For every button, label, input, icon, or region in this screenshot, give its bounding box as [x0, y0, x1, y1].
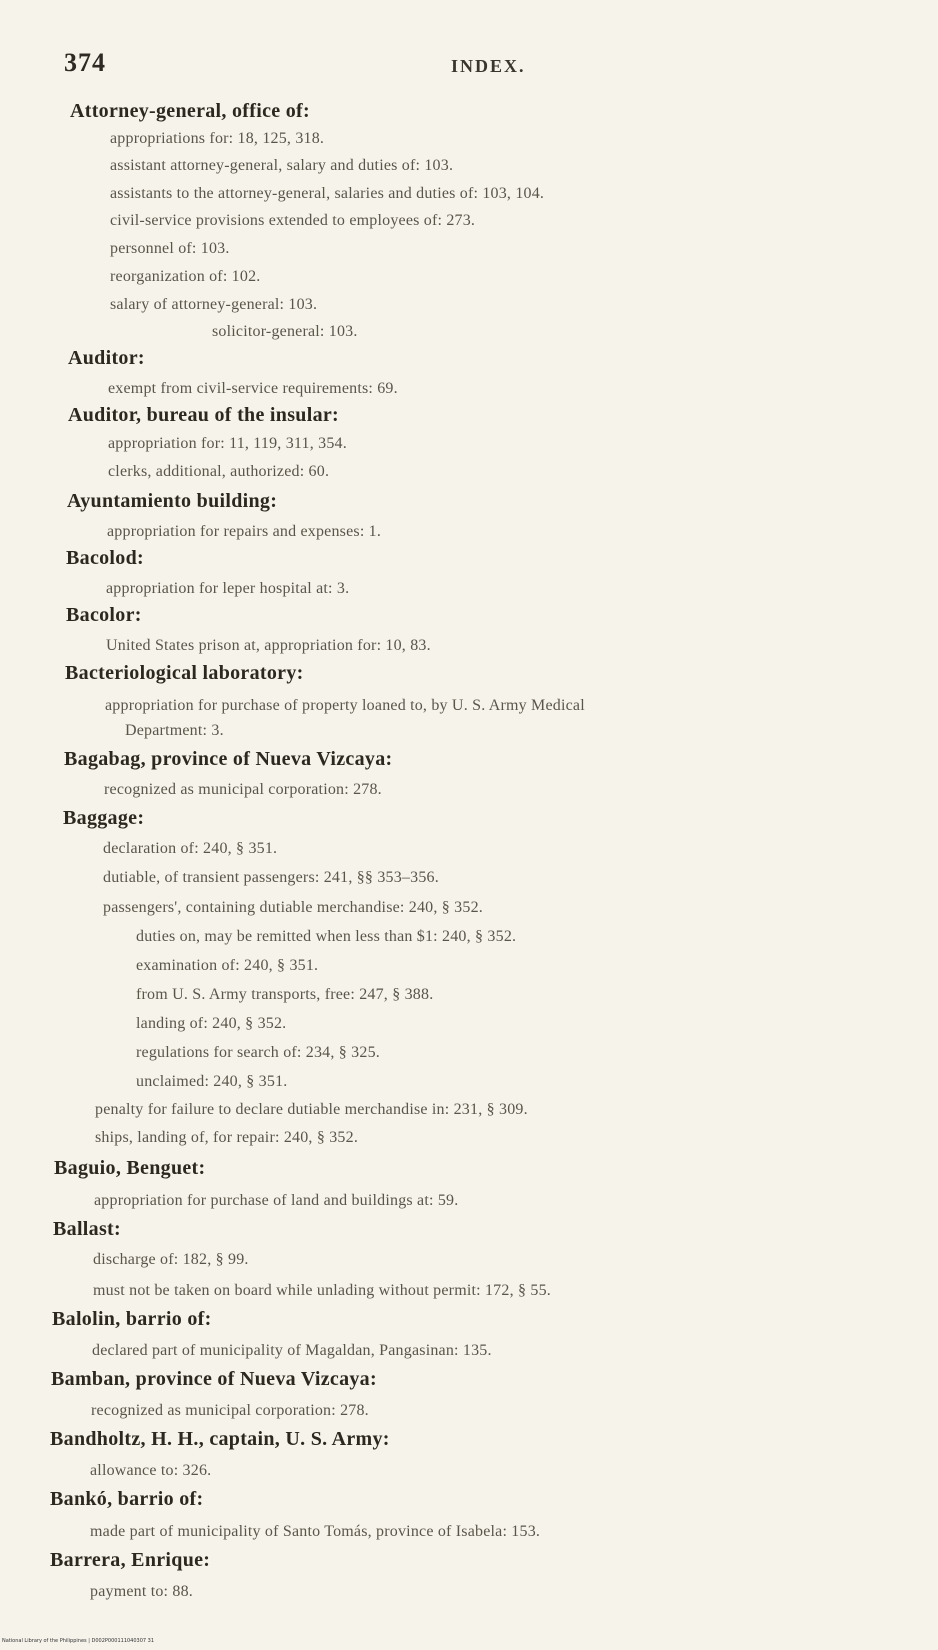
index-subentry: unclaimed: 240, § 351. [136, 1073, 288, 1090]
index-heading: Balolin, barrio of: [52, 1308, 212, 1330]
index-subentry: reorganization of: 102. [110, 268, 261, 285]
index-heading: Bacolor: [66, 604, 142, 626]
index-subentry: appropriation for purchase of land and buildings at: 59. [94, 1192, 459, 1209]
index-subentry: appropriation for leper hospital at: 3. [106, 580, 350, 597]
page-number: 374 [64, 48, 106, 77]
index-subentry: regulations for search of: 234, § 325. [136, 1044, 380, 1061]
index-heading: Bacolod: [66, 547, 144, 569]
index-subentry: appropriations for: 18, 125, 318. [110, 130, 325, 147]
index-subentry: declared part of municipality of Magaldan, Pangasinan: 135. [92, 1342, 492, 1359]
index-heading: Attorney-general, office of: [70, 100, 310, 122]
index-heading: Bandholtz, H. H., captain, U. S. Army: [50, 1428, 390, 1450]
index-heading: Baggage: [63, 807, 145, 829]
index-subentry: exempt from civil-service requirements: 69. [108, 380, 398, 397]
index-heading: Ayuntamiento building: [67, 490, 278, 512]
index-subentry: appropriation for: 11, 119, 311, 354. [108, 435, 347, 452]
index-subentry: recognized as municipal corporation: 278. [91, 1402, 369, 1419]
index-heading: Baguio, Benguet: [54, 1157, 206, 1179]
index-subentry: civil-service provisions extended to employees of: 273. [110, 212, 476, 229]
index-subentry: dutiable, of transient passengers: 241, §§ 353–356. [103, 869, 439, 886]
index-subentry: payment to: 88. [90, 1583, 193, 1600]
index-subentry: personnel of: 103. [110, 240, 230, 257]
scan-credit: National Library of the Philippines | D002P000111040307 31 [2, 1638, 155, 1644]
index-subentry: made part of municipality of Santo Tomás, province of Isabela: 153. [90, 1523, 541, 1540]
index-subentry: clerks, additional, authorized: 60. [108, 463, 330, 480]
index-subentry: assistant attorney-general, salary and duties of: 103. [110, 157, 454, 174]
index-subentry: discharge of: 182, § 99. [93, 1251, 249, 1268]
index-heading: Auditor, bureau of the insular: [68, 404, 340, 426]
index-subentry: recognized as municipal corporation: 278. [104, 781, 382, 798]
index-subentry: United States prison at, appropriation for: 10, 83. [106, 637, 431, 654]
index-subentry: landing of: 240, § 352. [136, 1015, 287, 1032]
running-head: INDEX. [451, 56, 526, 76]
index-heading: Bacteriological laboratory: [65, 662, 304, 684]
index-subentry: assistants to the attorney-general, salaries and duties of: 103, 104. [110, 185, 545, 202]
index-subentry: examination of: 240, § 351. [136, 957, 319, 974]
index-subentry: Department: 3. [125, 722, 224, 739]
index-heading: Bagabag, province of Nueva Vizcaya: [64, 748, 393, 770]
index-subentry: appropriation for purchase of property loaned to, by U. S. Army Medical [105, 697, 585, 714]
index-heading: Ballast: [53, 1218, 121, 1240]
index-subentry: appropriation for repairs and expenses: 1. [107, 523, 382, 540]
index-heading: Bankó, barrio of: [50, 1488, 204, 1510]
index-heading: Barrera, Enrique: [50, 1549, 211, 1571]
index-subentry: must not be taken on board while unlading without permit: 172, § 55. [93, 1282, 551, 1299]
index-subentry: from U. S. Army transports, free: 247, § 388. [136, 986, 434, 1003]
index-subentry: ships, landing of, for repair: 240, § 352. [95, 1129, 359, 1146]
index-subentry: duties on, may be remitted when less than $1: 240, § 352. [136, 928, 517, 945]
index-subentry: salary of attorney-general: 103. [110, 296, 318, 313]
index-subentry: allowance to: 326. [90, 1462, 212, 1479]
index-subentry: penalty for failure to declare dutiable merchandise in: 231, § 309. [95, 1101, 528, 1118]
index-subentry: passengers', containing dutiable merchandise: 240, § 352. [103, 899, 483, 916]
index-subentry: declaration of: 240, § 351. [103, 840, 278, 857]
index-heading: Auditor: [68, 347, 145, 369]
index-heading: Bamban, province of Nueva Vizcaya: [51, 1368, 377, 1390]
index-subentry: solicitor-general: 103. [212, 323, 358, 340]
